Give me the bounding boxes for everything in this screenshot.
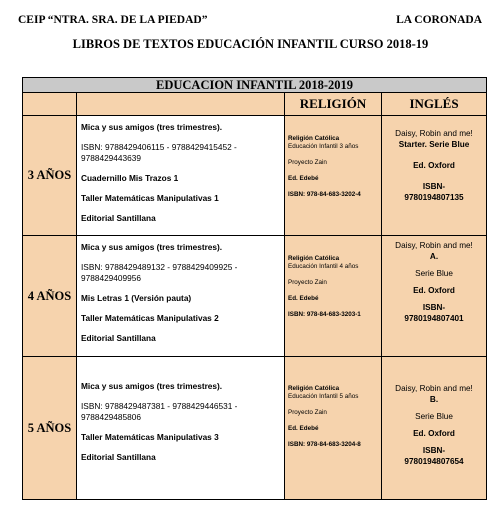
ingles-editorial: Ed. Oxford bbox=[413, 429, 455, 438]
column-ingles: INGLÉS bbox=[382, 93, 487, 116]
book-taller: Taller Matemáticas Manipulativas 3 bbox=[81, 432, 219, 442]
religion-editorial: Ed. Edebé bbox=[288, 175, 319, 182]
religion-editorial: Ed. Edebé bbox=[288, 295, 319, 302]
religion-cell bbox=[285, 357, 382, 500]
book-extra: Cuadernillo Mis Trazos 1 bbox=[81, 173, 179, 183]
column-religion: RELIGIÓN bbox=[285, 93, 382, 116]
religion-isbn: ISBN: 978-84-683-3202-4 bbox=[288, 191, 361, 198]
religion-line1: Religión Católica bbox=[288, 135, 340, 142]
textbook-table bbox=[22, 77, 487, 500]
book-taller: Taller Matemáticas Manipulativas 1 bbox=[81, 193, 219, 203]
table-banner-row bbox=[23, 78, 487, 93]
religion-project: Proyecto Zain bbox=[288, 159, 327, 166]
ingles-title: Daisy, Robin and me! bbox=[395, 384, 473, 393]
ingles-isbn: 9780194807401 bbox=[404, 314, 464, 323]
religion-line2: Educación Infantil 5 años bbox=[288, 393, 359, 400]
book-editorial: Editorial Santillana bbox=[81, 333, 156, 343]
books-cell bbox=[77, 357, 285, 500]
age-cell: 5 AÑOS bbox=[23, 357, 77, 500]
religion-line2: Educación Infantil 4 años bbox=[288, 263, 359, 270]
book-editorial: Editorial Santillana bbox=[81, 213, 156, 223]
ingles-series: Serie Blue bbox=[415, 269, 453, 278]
ingles-level: A. bbox=[429, 252, 439, 261]
ingles-editorial: Ed. Oxford bbox=[413, 286, 455, 295]
table-row bbox=[23, 116, 487, 236]
ingles-isbn-label: ISBN- bbox=[422, 303, 446, 312]
ingles-isbn-label: ISBN- bbox=[422, 182, 446, 191]
book-title: Mica y sus amigos (tres trimestres). bbox=[81, 122, 223, 132]
age-cell: 3 AÑOS bbox=[23, 116, 77, 236]
ingles-isbn-label: ISBN- bbox=[422, 446, 446, 455]
ingles-isbn: 9780194807135 bbox=[404, 193, 464, 202]
books-cell bbox=[77, 116, 285, 236]
table-row bbox=[23, 236, 487, 357]
religion-project: Proyecto Zain bbox=[288, 409, 327, 416]
table-row bbox=[23, 357, 487, 500]
book-extra: Mis Letras 1 (Versión pauta) bbox=[81, 293, 192, 303]
religion-line1: Religión Católica bbox=[288, 255, 340, 262]
school-name: CEIP “NTRA. SRA. DE LA PIEDAD” bbox=[18, 14, 208, 26]
ingles-cell bbox=[382, 116, 487, 236]
ingles-title: Daisy, Robin and me! bbox=[395, 129, 473, 138]
religion-isbn: ISBN: 978-84-683-3204-8 bbox=[288, 441, 361, 448]
religion-project: Proyecto Zain bbox=[288, 279, 327, 286]
age-cell: 4 AÑOS bbox=[23, 236, 77, 357]
ingles-isbn: 9780194807654 bbox=[404, 457, 464, 466]
religion-line2: Educación Infantil 3 años bbox=[288, 143, 359, 150]
ingles-editorial: Ed. Oxford bbox=[413, 161, 455, 170]
school-location: LA CORONADA bbox=[396, 14, 482, 26]
ingles-level: B. bbox=[429, 395, 439, 404]
religion-isbn: ISBN: 978-84-683-3203-1 bbox=[288, 311, 361, 318]
books-cell bbox=[77, 236, 285, 357]
religion-editorial: Ed. Edebé bbox=[288, 425, 319, 432]
book-title: Mica y sus amigos (tres trimestres). bbox=[81, 242, 223, 252]
ingles-level: Starter. Serie Blue bbox=[398, 140, 470, 149]
document-title: LIBROS DE TEXTOS EDUCACIÓN INFANTIL CURSO 2018-19 bbox=[72, 37, 429, 51]
ingles-cell bbox=[382, 236, 487, 357]
book-title: Mica y sus amigos (tres trimestres). bbox=[81, 381, 223, 391]
religion-cell bbox=[285, 116, 382, 236]
ingles-title: Daisy, Robin and me! bbox=[395, 241, 473, 250]
ingles-cell bbox=[382, 357, 487, 500]
religion-line1: Religión Católica bbox=[288, 385, 340, 392]
book-isbn: ISBN: 9788429489132 - 9788429409925 - 9788429409956 bbox=[81, 262, 238, 283]
table-banner: EDUCACION INFANTIL 2018-2019 bbox=[23, 78, 487, 93]
book-isbn: ISBN: 9788429406115 - 9788429415452 - 9788429443639 bbox=[81, 142, 237, 163]
religion-cell bbox=[285, 236, 382, 357]
header-empty-books bbox=[77, 93, 285, 116]
book-taller: Taller Matemáticas Manipulativas 2 bbox=[81, 313, 219, 323]
book-editorial: Editorial Santillana bbox=[81, 452, 156, 462]
book-isbn: ISBN: 9788429487381 - 9788429446531 - 9788429485806 bbox=[81, 401, 238, 422]
ingles-series: Serie Blue bbox=[415, 412, 453, 421]
column-header-row bbox=[23, 93, 487, 116]
header-empty-age bbox=[23, 93, 77, 116]
